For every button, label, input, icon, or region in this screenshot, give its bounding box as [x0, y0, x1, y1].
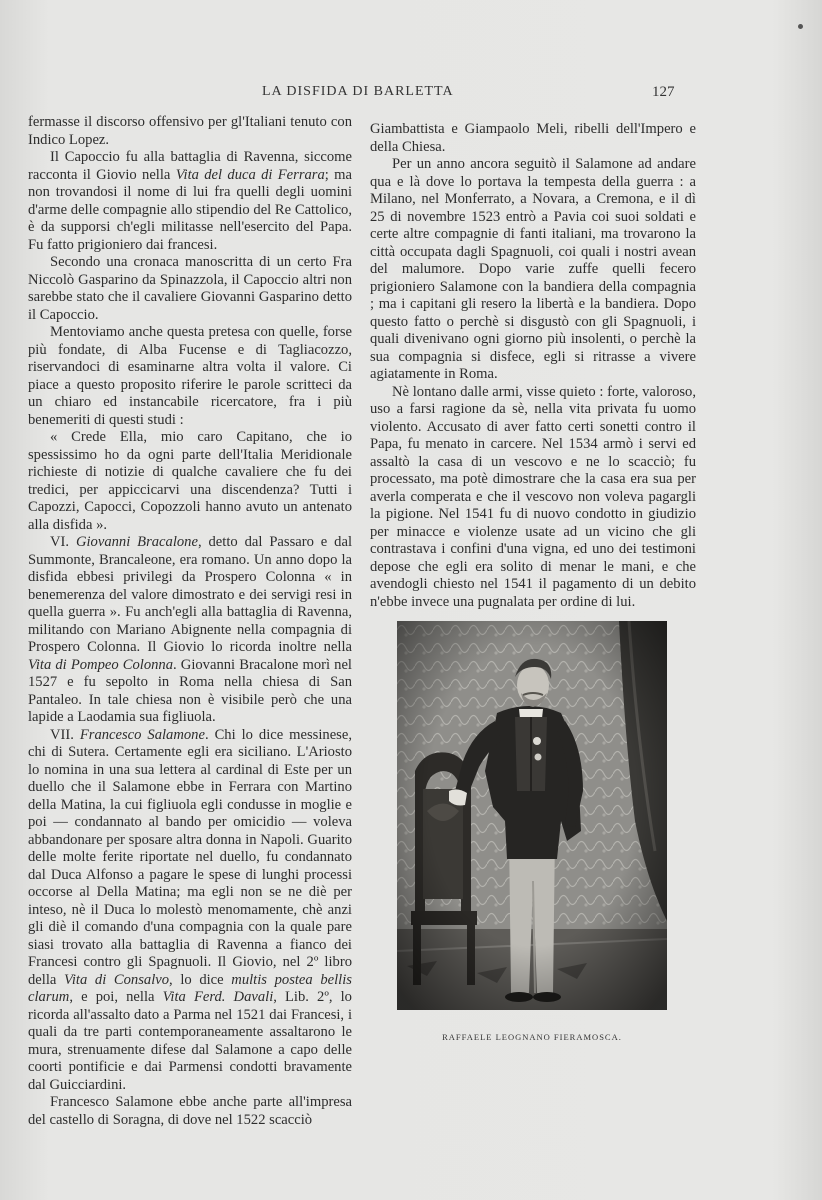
text-run: « Crede Ella, mio caro Capitano, che io spessissimo ho da ogni parte dell'Italia Meridionale richieste di notizie di qualche cavaliere che fu dei tredici, per appiccicarvi una discendenza? Tutti i Capozzi, Capocci, Copozzoli hanno avuto un antenato alla disfida ».	[28, 429, 352, 533]
italic-title: Vita di Pompeo Colonna	[28, 656, 174, 673]
text-run: Giambattista e Giampaolo Meli, ribelli dell'Impero e della Chiesa.	[370, 121, 696, 155]
right-text-column	[370, 121, 696, 611]
paragraph	[28, 534, 352, 727]
italic-title: Vita Ferd. Davali	[162, 989, 274, 1005]
paragraph	[28, 114, 352, 149]
text-run: . Chi lo dice messinese, chi di Sutera. Certamente egli era siciliano. L'Ariosto lo nomina in una sua lettera al cardinal di Este per un duello che il Salamone ebbe in Ferrara con Martino della Matina, la cui figliuola egli condusse in moglie e poi — condannato al bando per omicidio — voleva abbandonare per sposare altra donna in Napoli. Guarito delle molte ferite riportate nel duello, fu condannato dal Duca Alfonso a pagare le spese di lunghi processi occorse al Della Matina; ma egli non se ne diè per inteso, nè il Duca lo molestò menomamente, chè anzi gli diè il comando d'una compagnia con la quale pare siasi trovato alla battaglia di Ravenna a fianco dei Francesi contro gli Spagnuoli. Il Giovio, nel 2º libro della	[28, 726, 352, 988]
text-run: ; ma non trovandosi il nome di lui fra quelli degli uomini d'arme delle compagnie allo stipendio del Re Cattolico, è da supporsi ch'egli militasse nell'esercito del Papa. Fu fatto prigioniero dai francesi.	[28, 166, 352, 253]
text-run: Mentoviamo anche questa pretesa con quelle, forse più fondate, di Alba Fucense e di Tagliacozzo, riservandoci di esaminarne altra volta il valore. Ci piace a questo proposito riferire le parole scritteci da un chiaro ed instancabile ricercatore, fra i più benemeriti di questi studi :	[28, 324, 352, 428]
text-run: , Lib. 2º, lo ricorda all'assalto dato a Parma nel 1521 dai Francesi, i quali da tre parti contemporaneamente assaltarono le mura, strenuamente difese dal Salamone a capo delle coorti pontificie e dai Parmensi condotti bravamente dal Guicciardini.	[28, 989, 352, 1093]
paragraph	[28, 727, 352, 1095]
scan-speck	[798, 24, 803, 29]
running-title: LA DISFIDA DI BARLETTA	[262, 84, 454, 99]
text-run: , lo dice	[169, 971, 232, 988]
text-run: Per un anno ancora seguitò il Salamone ad andare qua e là dove lo portava la tempesta della guerra : a Milano, nel Monferrato, a Novara, a Cremona, e il dì 25 di novembre 1523 entrò a Pavia coi suoi soldati e certe altre compagnie di fanti italiani, ma trovarono la città occupata dagli Spagnuoli, coi quali i nostri avean del malumore. Dopo varie zuffe quelli fecero prigioniero Salamone con la bandiera della compagnia ; ma i capitani gli resero la libertà e la bandiera. Dopo questo fatto o perchè si disgustò con gli Spagnuoli, i quali divenivano ogni giorno più insolenti, o perchè la sua compagnia si disfece, egli si ritrasse a vivere agiatamente in Roma.	[370, 156, 696, 382]
portrait-photograph	[397, 621, 667, 1010]
paragraph	[370, 121, 696, 156]
italic-title: Vita di Consalvo	[64, 971, 170, 988]
page-header	[0, 84, 822, 104]
paragraph	[28, 1094, 352, 1129]
text-run: , detto dal Passaro e dal Summonte, Brancaleone, era romano. Un anno dopo la disfida ebbesi privilegi da Prospero Colonna « in benemerenza del valore dimostrato e dei servigi resi in quella guerra ». Fu anch'egli alla battaglia di Ravenna, militando con Mariano Abignente nella compagnia di Prospero Colonna. Il Giovio lo ricorda inoltre nella	[28, 534, 353, 655]
text-run: . Giovanni Bracalone morì nel 1527 e fu sepolto in Roma nella chiesa di San Pantaleo. In tale chiesa non è visibile però che una lapide a Laodamia sua figliuola.	[28, 656, 352, 725]
italic-title: Francesco Salamone	[79, 726, 205, 743]
paragraph	[370, 156, 696, 384]
text-run: fermasse il discorso offensivo per gl'Italiani tenuto con Indico Lopez.	[28, 114, 352, 148]
text-run: Nè lontano dalle armi, visse quieto : forte, valoroso, uso a farsi ragione da sè, nella vita privata fu uomo violento. Accusato di aver fatto certi sonetti contro il Papa, fu menato in carcere. Nel 1534 armò i servi ed assaltò la casa di un vescovo e ne lo scacciò; fu processato, ma potè dimostrare che la casa era sua per averla comperata e che il vescovo non voleva pagargli la pigione. Nel 1541 fu di nuovo condotto in giudizio per minacce e violenze usate ad un vicino che gli contrastava i confini d'una vigna, ed uno dei testimoni depose che egli era solito di menar le mani, e che avendogli chiesto nel 1541 il pagamento di un debito n'ebbe invece una pugnalata per ordine di lui.	[370, 383, 696, 610]
text-run: VII.	[50, 726, 80, 743]
figure-caption: RAFFAELE LEOGNANO FIERAMOSCA.	[442, 1032, 622, 1042]
text-run: Francesco Salamone ebbe anche parte all'impresa del castello di Soragna, di dove nel 1522 scacciò	[28, 1094, 352, 1128]
portrait-illustration	[397, 621, 667, 1010]
text-run: , e poi, nella	[69, 989, 163, 1005]
left-text-column	[28, 114, 352, 1129]
italic-title: Vita del duca di Ferrara	[175, 166, 325, 183]
paragraph	[28, 254, 352, 324]
text-run: Il Capoccio fu alla battaglia di Ravenna, siccome racconta il Giovio nella	[28, 149, 352, 183]
paragraph	[28, 429, 352, 534]
paragraph	[28, 149, 352, 254]
text-run: VI.	[50, 534, 76, 550]
paragraph	[28, 324, 352, 429]
text-run: Secondo una cronaca manoscritta di un certo Fra Niccolò Gasparino da Spinazzola, il Capoccio altri non sarebbe stato che il cavaliere Giovanni Gasparino detto il Capoccio.	[28, 254, 352, 323]
page-number: 127	[652, 84, 675, 100]
italic-title: Giovanni Bracalone	[75, 534, 198, 550]
paragraph	[370, 384, 696, 612]
italic-title: multis postea bellis clarum	[28, 971, 352, 1005]
